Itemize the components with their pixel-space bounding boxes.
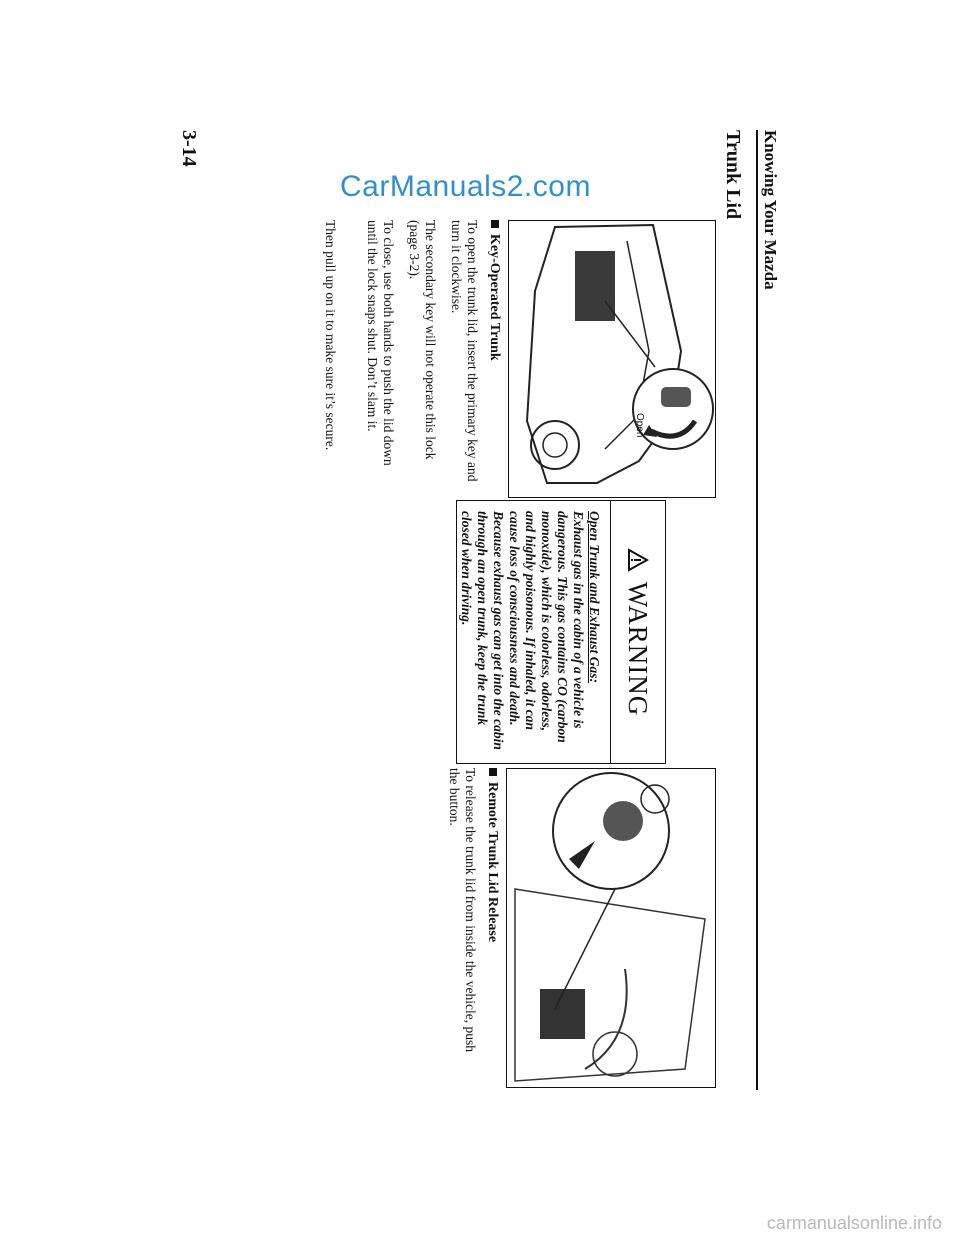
warning-box: [456, 500, 666, 764]
warning-content: [450, 501, 610, 763]
key-trunk-paragraph-2: The secondary key will not operate this lock (page 3-2).: [407, 220, 438, 460]
remote-release-illustration: [506, 768, 716, 1088]
car-trunk-key-drawing: [510, 221, 715, 496]
key-trunk-paragraph-4: Then pull up on it to make sure it’s secure.: [323, 220, 338, 451]
key-trunk-illustration: [508, 220, 716, 498]
section-title: Trunk Lid: [722, 130, 744, 220]
warning-text: Exhaust gas in the cabin of a vehicle is dangerous. This gas contains CO (carbon monoxide), which is colorless, odorless, and highly poisonous. If inhaled, it can cause loss of consciousness and death. Because exhaust gas can get into the cabin through an open trunk, keep the trunk closed when driving.: [459, 511, 586, 750]
key-trunk-paragraph-1: To open the trunk lid, insert the primary key and turn it clockwise.: [449, 220, 480, 482]
warning-triangle-icon: [627, 548, 649, 572]
key-trunk-heading: [486, 220, 502, 361]
running-head: Knowing Your Mazda: [756, 130, 780, 1090]
watermark-bottom: carmanualsonline.info: [766, 1213, 942, 1233]
watermark-top: CarManuals2.com: [340, 170, 591, 203]
warning-header: [610, 501, 665, 763]
open-label: Open: [634, 413, 645, 438]
warning-subtitle: Open Trunk and Exhaust Gas:: [587, 511, 602, 684]
key-trunk-heading-text: Key-Operated Trunk: [487, 234, 502, 361]
remote-release-heading-text: Remote Trunk Lid Release: [485, 782, 500, 943]
remote-release-paragraph: To release the trunk lid from inside the vehicle, push the button.: [447, 768, 478, 1052]
key-trunk-paragraph-3: To close, use both hands to push the lid down until the lock snaps shut. Don’t slam it.: [365, 220, 396, 466]
interior-release-drawing: [508, 769, 715, 1086]
manual-page: [180, 120, 780, 1120]
warning-title: WARNING: [623, 581, 654, 717]
page-number: 3-14: [178, 130, 200, 167]
remote-release-heading: [484, 768, 500, 942]
